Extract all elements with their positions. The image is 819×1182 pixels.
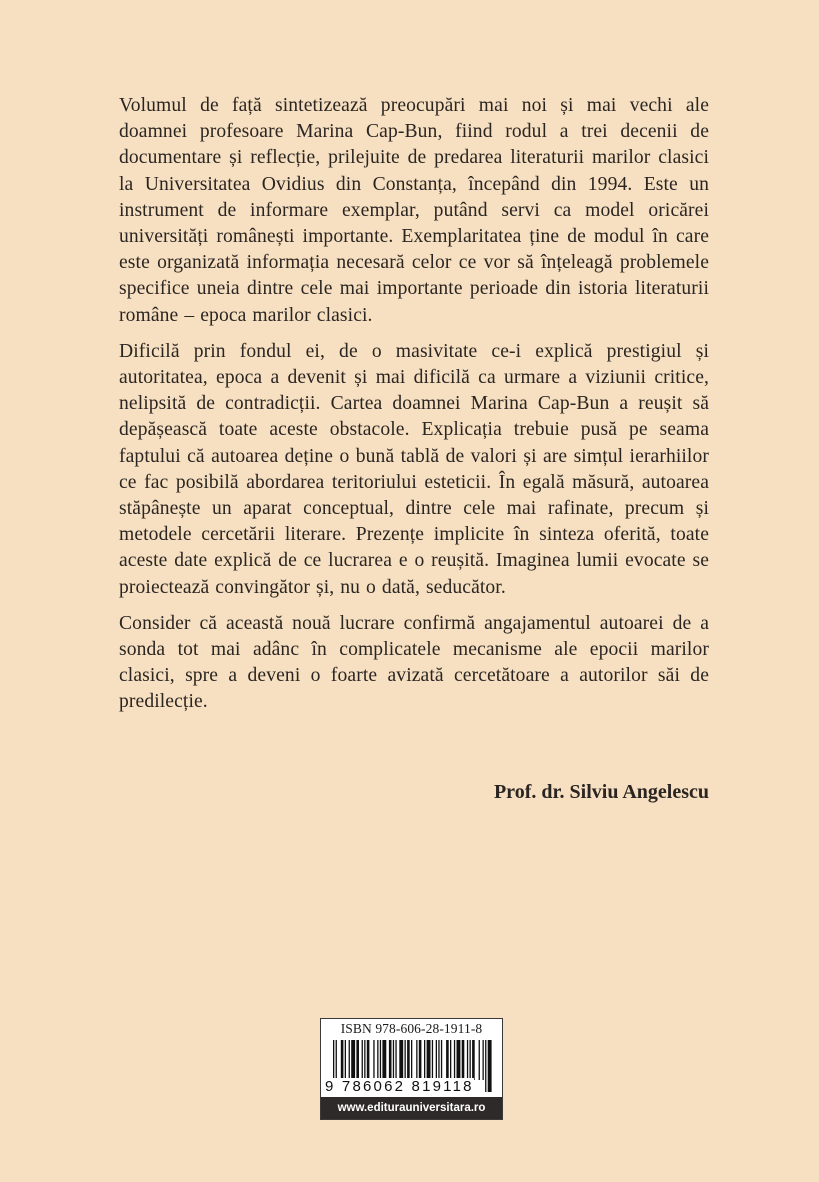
barcode-bar (364, 1040, 365, 1080)
barcode-bar (472, 1040, 475, 1080)
publisher-url: www.editurauniversitara.ro (321, 1097, 502, 1119)
barcode-bar (389, 1040, 392, 1080)
barcode-bar (462, 1040, 465, 1080)
barcode-bar (373, 1040, 374, 1080)
barcode-bar (377, 1040, 378, 1080)
barcode-bar (351, 1040, 355, 1080)
paragraph-1: Volumul de față sintetizează preocupări mai noi și mai vechi ale doamnei profesoare Marina Cap-Bun, fiind rodul a trei decenii de documentare și reflecție, prilejuite de predarea literaturii marilor clasici la Universitatea Ovidius din Constanța, începând din 1994. Este un instrument de informare exemplar, putând servi ca model oricărei universități românești importante. Exemplaritatea ține de modul în care este organizată informația necesară celor ce vor să înțeleagă problemele specifice uneia dintre cele mai importante perioade din istoria literaturii române – epoca marilor clasici. (119, 95, 709, 326)
barcode-bar (454, 1040, 455, 1080)
author-signature: Prof. dr. Silviu Angelescu (493, 781, 709, 803)
barcode-bar (436, 1040, 437, 1080)
barcode-digits (325, 1078, 498, 1095)
barcode-bar (382, 1040, 386, 1080)
barcode-bar (424, 1040, 425, 1080)
barcode-bar (450, 1040, 451, 1080)
barcode-bar (399, 1040, 403, 1080)
barcode-bar (438, 1040, 439, 1080)
barcode-bar (419, 1040, 422, 1080)
barcode-bar (427, 1040, 431, 1080)
barcode-bar (341, 1040, 344, 1080)
barcode-bar (395, 1040, 396, 1080)
barcode-bar (416, 1040, 417, 1080)
paragraph-3: Consider că această nouă lucrare confirmă angajamentul autoarei de a sonda tot mai adânc în complicatele mecanisme ale epocii marilor clasici, spre a deveni o foarte avizată cercetătoare a autorilor săi de predilecție. (119, 612, 709, 713)
barcode-bar (467, 1040, 468, 1080)
isbn-label: ISBN 978-606-28-1911-8 (340, 1021, 483, 1036)
isbn-barcode-box (320, 1018, 503, 1120)
barcode-bar (432, 1040, 433, 1080)
barcode-bar (393, 1040, 394, 1080)
barcode-bar (380, 1040, 381, 1080)
barcode-bar (470, 1040, 471, 1080)
barcode-bar (367, 1040, 370, 1080)
back-cover-text (119, 93, 709, 726)
barcode-bar (362, 1040, 363, 1080)
barcode-bar (356, 1040, 359, 1080)
barcode-bar (407, 1040, 410, 1080)
paragraph-2: Dificilă prin fondul ei, de o masivitate ce-i explică prestigiul și autoritatea, epoca a devenit și mai dificilă ca urmare a viziunii critice, nelipsită de contradicții. Cartea doamnei Marina Cap-Bun a reușit să depășească toate aceste obstacole. Explicația trebuie pusă pe seama faptului că autoarea deține o bună tablă de valori și are simțul ierarhiilor ce fac posibilă abordarea teritoriului esteticii. În egală măsură, autoarea stăpânește un aparat conceptual, dintre cele mai rafinate, precum și metodele cercetării literare. Prezențe implicite în sinteza oferită, toate aceste date explică de ce lucrarea e o reușită. Imaginea lumii evocate se proiectează convingător și, nu o dată, seducător. (119, 340, 709, 598)
barcode-bar (479, 1040, 480, 1080)
barcode-bar (405, 1040, 406, 1080)
barcode-bar (345, 1040, 346, 1080)
barcode-bar (457, 1040, 461, 1080)
barcode-bar (441, 1040, 442, 1080)
barcode-bar (349, 1040, 350, 1080)
barcode-bar (483, 1040, 484, 1080)
barcode-bar (446, 1040, 449, 1080)
barcode-digits-text: 9 786062 819118 (325, 1078, 474, 1095)
